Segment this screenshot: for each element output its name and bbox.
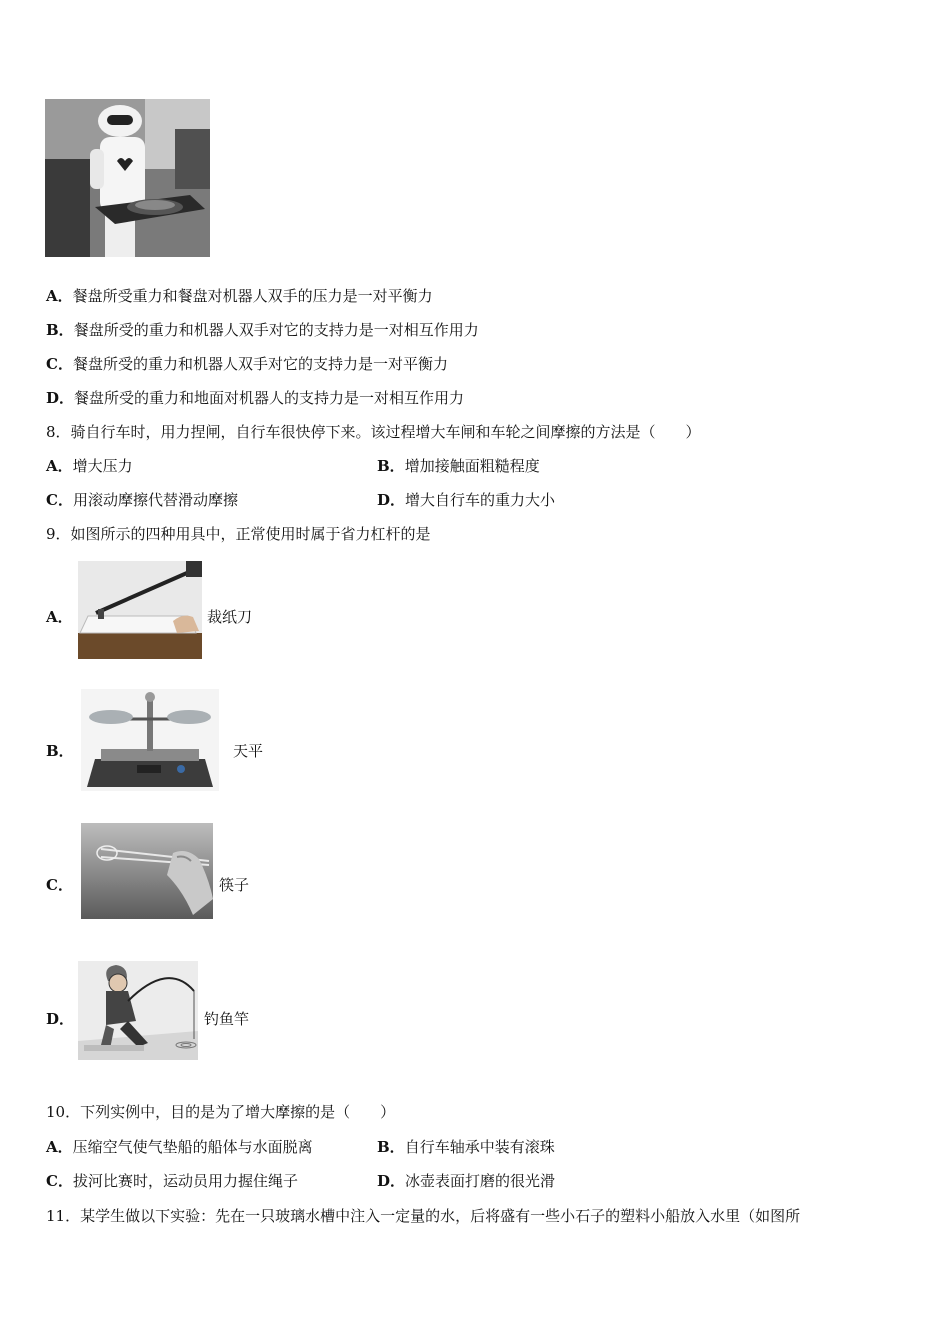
q9-option-a-caption: 裁纸刀 — [207, 608, 253, 626]
q7-option-d: D．餐盘所受的重力和地面对机器人的支持力是一对相互作用力 — [46, 389, 465, 407]
q10-options-row-1 — [46, 1137, 906, 1157]
q11-stem: 11．某学生做以下实验：先在一只玻璃水槽中注入一定量的水，后将盛有一些小石子的塑料小船放入水里（如图所 — [46, 1207, 801, 1225]
q10-option-c: C．拔河比赛时，运动员用力握住绳子 — [46, 1172, 298, 1190]
q9-option-c-caption: 筷子 — [219, 876, 250, 894]
q8-options-row-2 — [46, 490, 906, 510]
q9-option-b-letter: B． — [46, 742, 74, 760]
q7-option-a: A．餐盘所受重力和餐盘对机器人双手的压力是一对平衡力 — [46, 287, 433, 305]
q10-stem: 10．下列实例中，目的是为了增大摩擦的是（ ） — [46, 1103, 396, 1121]
paper-cutter-photo — [78, 561, 202, 659]
q8-option-d: D．增大自行车的重力大小 — [377, 491, 556, 509]
robot-waiter-photo — [45, 99, 210, 257]
q9-option-b-caption: 天平 — [233, 742, 264, 760]
q9-option-a-letter: A． — [46, 608, 73, 626]
q8-options-row-1 — [46, 456, 906, 476]
q8-option-b: B．增加接触面粗糙程度 — [377, 457, 540, 475]
q9-option-d-caption: 钓鱼竿 — [204, 1010, 250, 1028]
chopsticks-photo — [81, 823, 213, 919]
balance-scale-photo — [81, 689, 219, 791]
q9-stem: 9．如图所示的四种用具中，正常使用时属于省力杠杆的是 — [46, 525, 431, 543]
q7-option-b: B．餐盘所受的重力和机器人双手对它的支持力是一对相互作用力 — [46, 321, 479, 339]
q8-option-c: C．用滚动摩擦代替滑动摩擦 — [46, 491, 238, 509]
q8-stem: 8．骑自行车时，用力捏闸，自行车很快停下来。该过程增大车闸和车轮之间摩擦的方法是（ ） — [46, 423, 701, 441]
q8-option-a: A．增大压力 — [46, 457, 133, 475]
q10-option-a: A．压缩空气使气垫船的船体与水面脱离 — [46, 1138, 313, 1156]
q7-option-c: C．餐盘所受的重力和机器人双手对它的支持力是一对平衡力 — [46, 355, 448, 373]
q10-options-row-2 — [46, 1171, 906, 1191]
q10-option-d: D．冰壶表面打磨的很光滑 — [377, 1172, 556, 1190]
fishing-rod-photo — [78, 961, 198, 1060]
q9-option-c-letter: C． — [46, 876, 73, 894]
q9-option-d-letter: D． — [46, 1010, 75, 1028]
q10-option-b: B．自行车轴承中装有滚珠 — [377, 1138, 555, 1156]
